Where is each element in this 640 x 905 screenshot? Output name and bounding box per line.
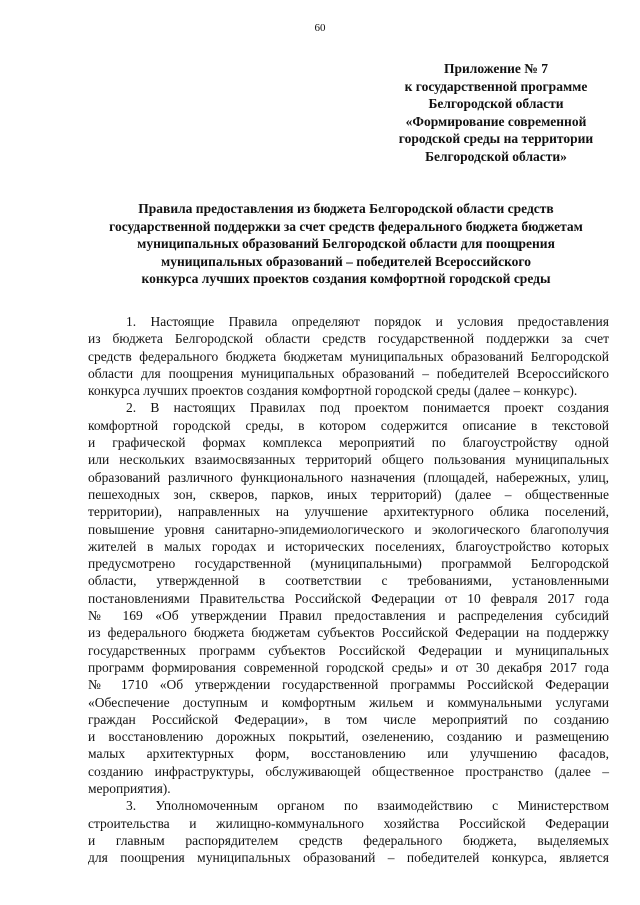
body-text-line: и восстановлению дорожных покрытий, озеленению, созданию и размещению — [88, 729, 609, 745]
body-text-line: 3. Уполномоченным органом по взаимодействию с Министерством — [126, 798, 609, 814]
body-text-line: и главным распорядителем средств федерального бюджета, выделяемых — [88, 832, 609, 848]
body-text-line: из федерального бюджета бюджетам субъектов Российской Федерации на поддержку — [88, 625, 609, 641]
body-text-line: или нескольких взаимосвязанных территорий общего пользования муниципальных — [88, 452, 609, 468]
appendix-line: «Формирование современной — [405, 113, 587, 129]
body-text-line: 2. В настоящих Правилах под проектом понимается проект создания — [126, 400, 609, 416]
body-text-line: 1. Настоящие Правила определяют порядок и условия предоставления — [126, 314, 609, 329]
document-title — [76, 200, 616, 288]
body-text-line: области, утвержденной в соответствии с требованиями, установленными — [88, 573, 609, 589]
appendix-line: Белгородской области — [428, 96, 564, 111]
body-text-line: предусмотрено государственной (муниципальными) программой Белгородской — [88, 556, 609, 572]
body-text-line: «Обеспечение доступным и комфортным жильем и коммунальными услугами — [88, 694, 609, 710]
body-text-line: граждан Российской Федерации», в том числе мероприятий по созданию — [88, 711, 609, 727]
body-text-line: области для поощрения муниципальных образований – победителей Всероссийского — [88, 365, 609, 381]
body-text-line: строительства и жилищно-коммунального хозяйства Российской Федерации — [88, 815, 609, 831]
appendix-line: к государственной программе — [404, 78, 588, 94]
appendix-line: Белгородской области» — [425, 148, 567, 164]
title-line: Правила предоставления из бюджета Белгородской области средств — [138, 201, 554, 216]
appendix-line: Приложение № 7 — [444, 61, 548, 76]
appendix-header — [384, 60, 608, 165]
body-text-line: средств федерального бюджета бюджетам муниципальных образований Белгородской — [88, 348, 609, 364]
title-line: конкурса лучших проектов создания комфортной городской среды — [141, 271, 551, 286]
body-text-line: повышение уровня санитарно-эпидемиологического и экологического благополучия — [88, 521, 609, 537]
body-text-line: из бюджета Белгородской области средств государственной поддержки за счет — [88, 331, 609, 347]
body-text-line: пешеходных зон, скверов, парков, иных территорий) (далее – общественные — [88, 486, 609, 502]
body-text-line: № 169 «Об утверждении Правил предоставления и распределения субсидий — [88, 608, 609, 624]
body-text-line: государственных программ субъектов Российской Федерации и муниципальных — [88, 642, 609, 658]
appendix-line: городской среды на территории — [398, 131, 594, 146]
body-text-line: постановлениями Правительства Российской Федерации от 10 февраля 2017 года — [88, 590, 609, 606]
body-text-line: и графической формах комплекса мероприятий по благоустройству одной — [88, 435, 609, 451]
body-text-line: образований различного функционального назначения (площадей, набережных, улиц, — [88, 469, 609, 485]
body-text-line: жителей в малых городах и исторических поселениях, благоустройство которых — [88, 538, 609, 554]
title-line: муниципальных образований Белгородской области для поощрения — [137, 236, 555, 251]
body-text-line: созданию инфраструктуры, обслуживающей общественное пространство (далее – — [88, 763, 609, 779]
body-text-line: № 1710 «Об утверждении государственной программы Российской Федерации — [88, 677, 609, 693]
document-body — [88, 313, 609, 867]
title-line: государственной поддержки за счет средств федерального бюджета бюджетам — [109, 218, 583, 234]
title-line: муниципальных образований – победителей Всероссийского — [161, 253, 531, 269]
body-text-line: мероприятия). — [88, 781, 171, 797]
body-text-line: конкурса лучших проектов создания комфортной городской среды (далее – конкурс). — [88, 383, 578, 399]
page-number: 60 — [314, 22, 326, 34]
body-text-line: комфортной городской среды, в котором содержится описание в текстовой — [88, 417, 609, 433]
body-text-line: программ формирования современной городской среды» и от 30 декабря 2017 года — [88, 659, 609, 675]
body-text-line: территории), направленных на улучшение архитектурного облика поселений, — [88, 504, 609, 520]
body-text-line: для поощрения муниципальных образований – победителей конкурса, является — [88, 850, 609, 866]
body-text-line: малых архитектурных форм, восстановлению или улучшению фасадов, — [88, 746, 609, 762]
